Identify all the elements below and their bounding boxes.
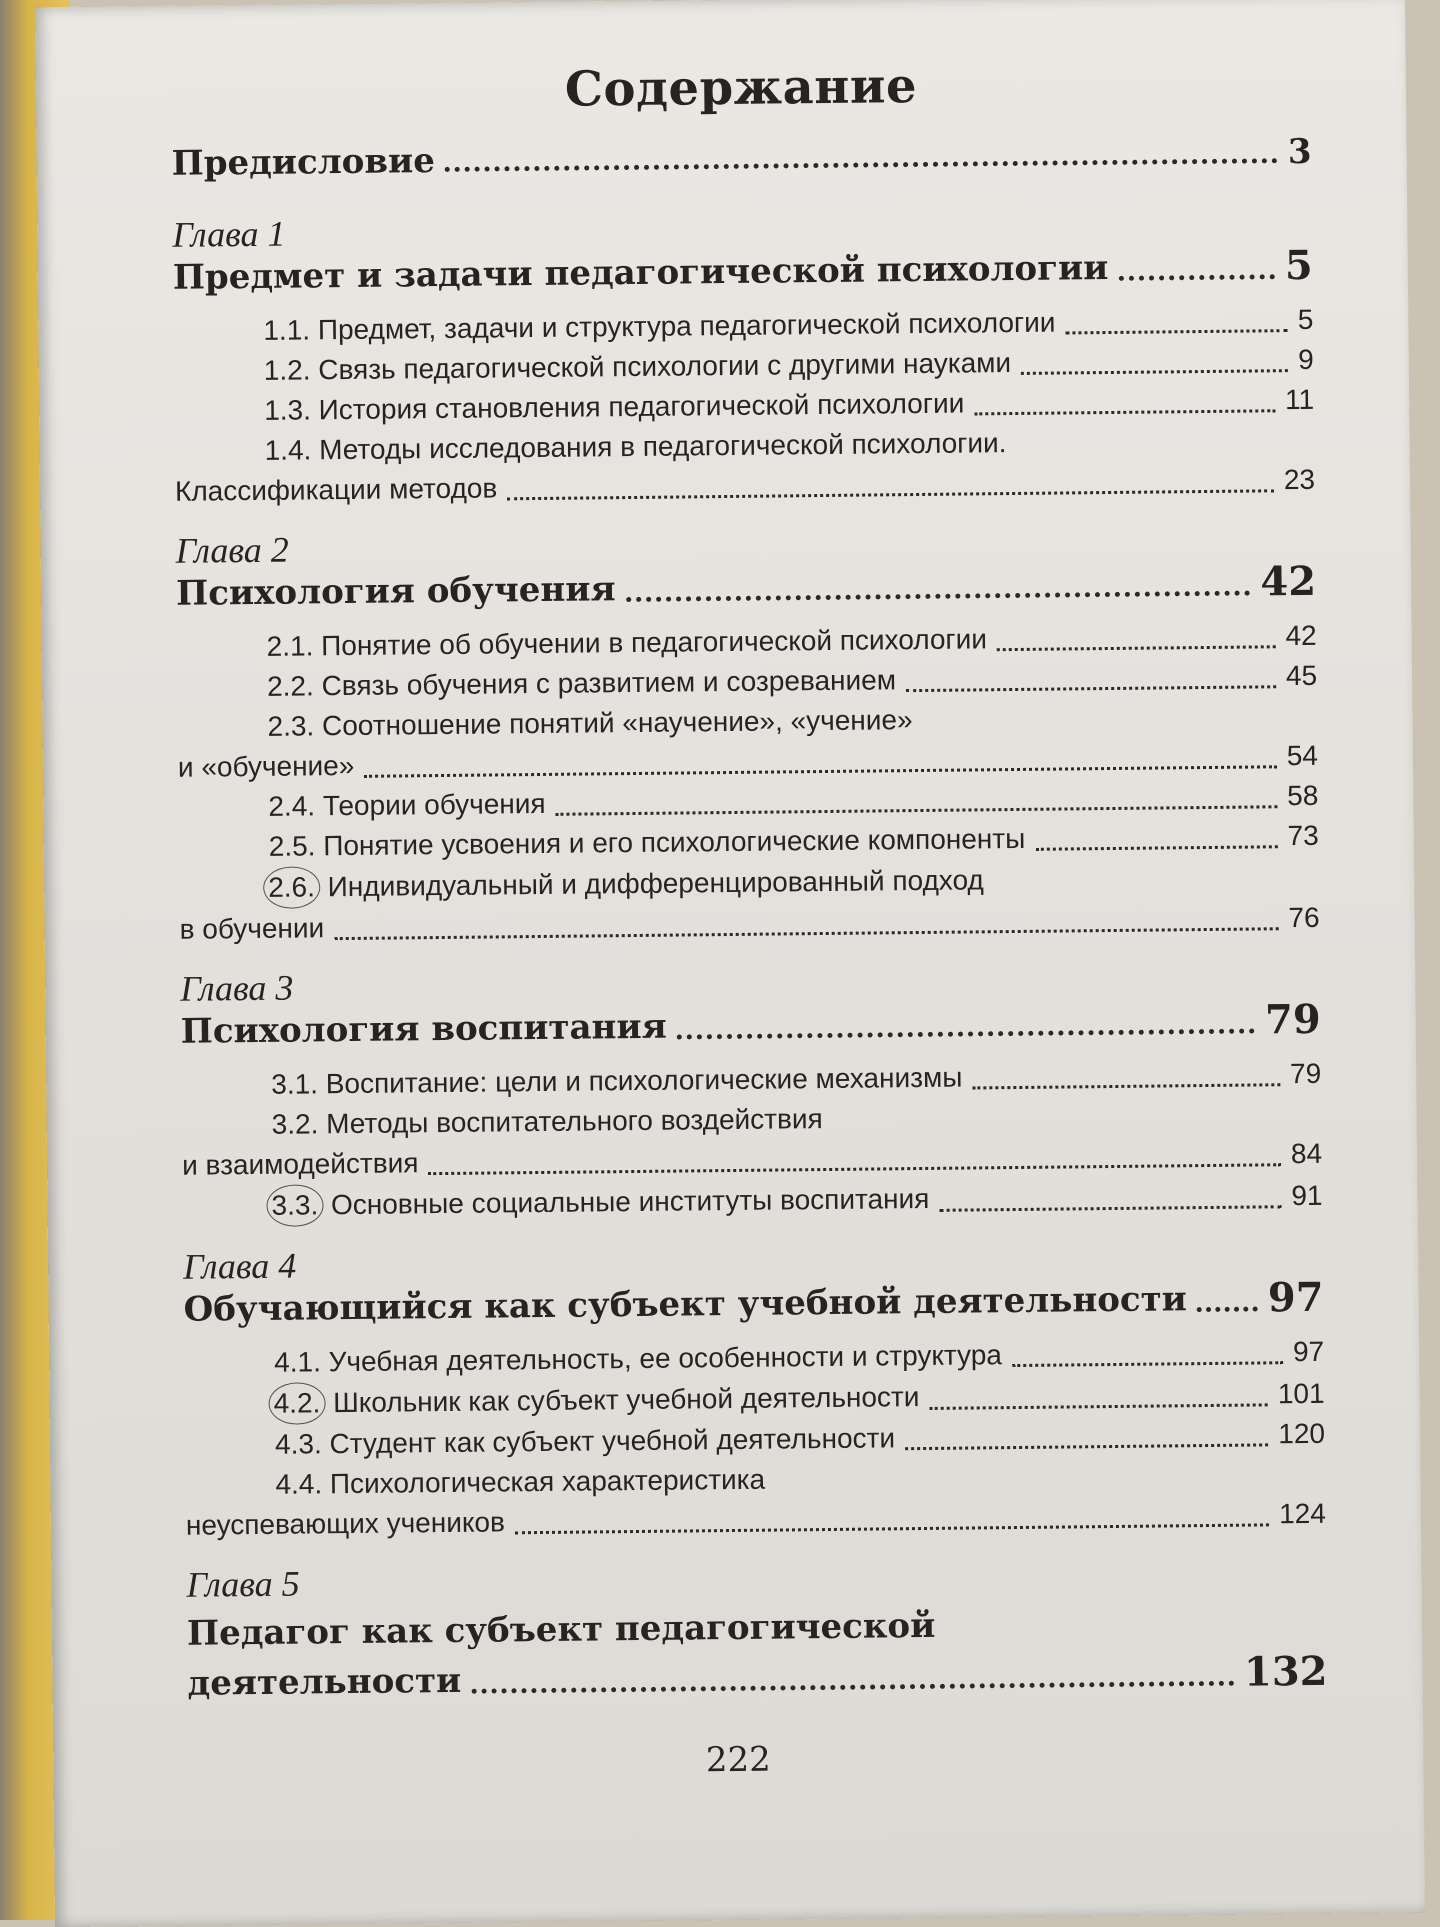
chapter-label: Глава 2	[175, 529, 289, 571]
section-number: 2.3.	[267, 710, 315, 742]
chapter-page: 5	[1284, 241, 1314, 290]
chapter-page: 132	[1243, 1647, 1328, 1696]
section-title: Предмет, задачи и структура педагогической психологии	[317, 306, 1056, 346]
chapter-title-text: Психология обучения	[175, 569, 616, 614]
dot-leader	[429, 1163, 1282, 1175]
dot-leader	[445, 158, 1278, 172]
section-title: Соотношение понятий «научение», «учение»	[321, 704, 913, 742]
dot-leader	[1118, 274, 1275, 281]
section-page: 5	[1297, 303, 1314, 336]
section-page: 45	[1285, 659, 1318, 692]
dot-leader	[626, 591, 1251, 603]
section-title: Связь обучения с развитием и созреванием	[321, 664, 897, 702]
section-title: Индивидуальный и дифференцированный подход	[327, 864, 984, 903]
section-number: 2.5.	[268, 830, 316, 862]
section-number: 2.2.	[266, 670, 314, 702]
dot-leader	[939, 1205, 1281, 1212]
section-number: 1.3.	[264, 394, 312, 426]
section-page: 23	[1283, 463, 1316, 496]
book-page	[35, 0, 1425, 1927]
section-page: 124	[1278, 1497, 1326, 1530]
chapter-label: Глава 1	[172, 213, 286, 255]
chapter-title-text: Обучающийся как субъект учебной деятельности	[183, 1279, 1188, 1330]
chapter-title-line: Педагог как субъект педагогической	[186, 1605, 936, 1654]
chapter-title-text: деятельности	[187, 1660, 462, 1704]
preface-label: Предисловие	[171, 141, 436, 184]
section-list	[181, 1054, 1323, 1228]
section-number: 1.1.	[263, 314, 311, 346]
section-title-continuation: и взаимодействия	[181, 1147, 419, 1181]
section-title: Понятие об обучении в педагогической психологии	[321, 623, 988, 662]
dot-leader	[972, 1083, 1280, 1089]
dot-leader	[556, 805, 1278, 816]
section-number: 3.2.	[271, 1108, 319, 1140]
section-number: 2.6.	[263, 866, 320, 909]
section-title: Теории обучения	[322, 787, 546, 822]
dot-leader	[471, 1681, 1234, 1694]
dot-leader	[515, 1523, 1269, 1534]
section-number: 4.3.	[274, 1428, 322, 1460]
chapter-page: 97	[1267, 1273, 1324, 1322]
page-number: 222	[705, 1739, 772, 1781]
section-page: 97	[1292, 1335, 1325, 1368]
section-number: 1.2.	[263, 354, 311, 386]
dot-leader	[1066, 329, 1288, 334]
chapter-label: Глава 4	[182, 1245, 297, 1287]
dot-leader	[1197, 1306, 1258, 1312]
section-title: Студент как субъект учебной деятельности	[329, 1422, 896, 1460]
section-title: Воспитание: цели и психологические механизмы	[325, 1061, 963, 1100]
chapter-label: Глава 5	[186, 1563, 300, 1605]
section-number: 3.1.	[271, 1068, 319, 1100]
section-title: Методы воспитательного воздействия	[326, 1103, 823, 1140]
section-title-continuation: неуспевающих учеников	[185, 1506, 506, 1541]
section-list	[173, 300, 1315, 512]
section-page: 79	[1289, 1057, 1322, 1090]
chapter-label: Глава 3	[180, 967, 294, 1009]
dot-leader	[905, 1443, 1268, 1450]
section-title: Учебная деятельность, ее особенности и структура	[328, 1339, 1003, 1378]
section-page: 58	[1286, 779, 1319, 812]
dot-leader	[997, 645, 1276, 651]
section-list	[184, 1332, 1326, 1546]
chapter-title-text: Психология воспитания	[180, 1006, 667, 1052]
section-page: 73	[1287, 819, 1319, 852]
section-page: 11	[1284, 383, 1315, 416]
section-title-continuation: Классификации методов	[174, 472, 498, 507]
section-number: 1.4.	[264, 434, 312, 466]
dot-leader	[974, 409, 1275, 415]
toc-preface	[171, 132, 1311, 184]
section-page: 120	[1278, 1417, 1326, 1450]
dot-leader	[677, 1029, 1255, 1040]
section-list	[176, 616, 1319, 950]
section-title: Основные социальные институты воспитания	[330, 1182, 930, 1221]
section-number: 3.3.	[266, 1184, 323, 1227]
toc-title: Содержание	[564, 57, 918, 118]
dot-leader	[507, 489, 1274, 500]
section-number: 4.2.	[268, 1382, 325, 1425]
section-title: Методы исследования в педагогической психологии.	[318, 427, 1007, 466]
section-title: История становления педагогической психологии	[318, 387, 965, 426]
chapter-page: 79	[1264, 995, 1321, 1044]
section-number: 4.4.	[275, 1468, 323, 1500]
section-title-continuation: и «обучение»	[177, 749, 355, 783]
dot-leader	[334, 927, 1278, 940]
preface-page: 3	[1287, 131, 1312, 173]
section-page: 54	[1286, 739, 1319, 772]
section-number: 2.4.	[268, 790, 316, 822]
section-page: 84	[1290, 1137, 1323, 1170]
dot-leader	[1012, 1361, 1283, 1367]
section-number: 4.1.	[274, 1346, 322, 1378]
section-page: 9	[1298, 343, 1314, 376]
dot-leader	[906, 685, 1276, 692]
section-page: 42	[1285, 619, 1317, 652]
section-page: 101	[1277, 1377, 1325, 1410]
section-title: Школьник как субъект учебной деятельности	[332, 1381, 920, 1419]
section-title: Связь педагогической психологии с другими науками	[318, 347, 1012, 386]
dot-leader	[930, 1403, 1268, 1410]
section-title: Понятие усвоения и его психологические компоненты	[323, 822, 1026, 862]
section-page: 76	[1288, 901, 1320, 934]
table-of-contents	[171, 54, 1328, 1718]
dot-leader	[364, 765, 1276, 778]
dot-leader	[1021, 369, 1288, 375]
chapter-title-text: Предмет и задачи педагогической психологии	[172, 248, 1109, 298]
section-page: 91	[1291, 1179, 1323, 1212]
section-title-continuation: в обучении	[179, 912, 325, 945]
section-title: Психологическая характеристика	[329, 1463, 766, 1500]
dot-leader	[1035, 845, 1277, 851]
chapter-page: 42	[1260, 557, 1317, 606]
section-number: 2.1.	[266, 630, 314, 662]
